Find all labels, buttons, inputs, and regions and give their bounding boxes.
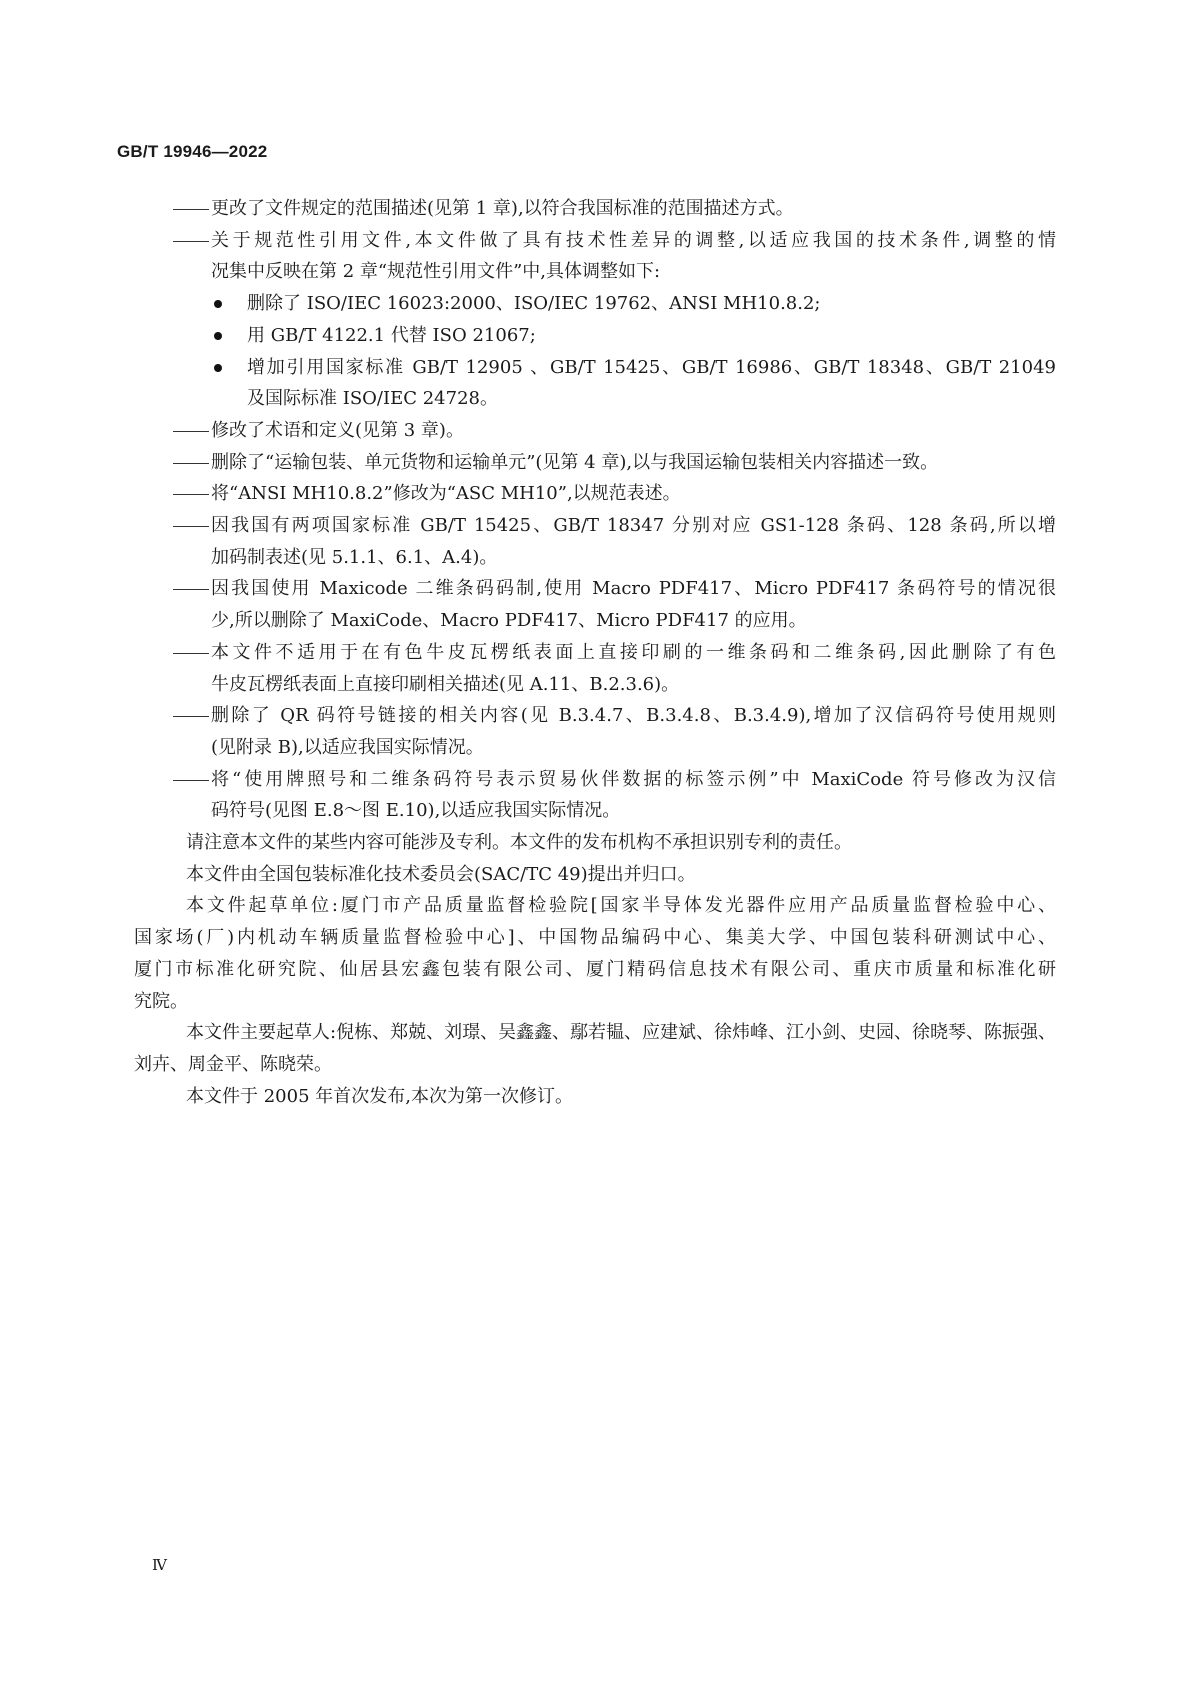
text-line: 关于规范性引用文件,本文件做了具有技术性差异的调整,以适应我国的技术条件,调整的情 <box>211 229 1056 251</box>
paragraph <box>134 827 1056 859</box>
bullet-list-item <box>134 320 1056 352</box>
text-line: 请注意本文件的某些内容可能涉及专利。本文件的发布机构不承担识别专利的责任。 <box>186 832 852 854</box>
text-line: 加码制表述(见 5.1.1、6.1、A.4)。 <box>211 546 498 568</box>
em-dash-marker <box>173 447 211 479</box>
dash-list-item <box>134 193 1056 225</box>
text-line: 牛皮瓦楞纸表面上直接印刷相关描述(见 A.11、B.2.3.6)。 <box>211 673 680 695</box>
text-line: 因我国使用 Maxicode 二维条码码制,使用 Macro PDF417、Micro PDF417 条码符号的情况很 <box>211 578 1056 600</box>
page-number: Ⅳ <box>152 1556 167 1574</box>
text-line: 因我国有两项国家标准 GB/T 15425、GB/T 18347 分别对应 GS1-128 条码、128 条码,所以增 <box>211 515 1056 537</box>
text-line: 将“ANSI MH10.8.2”修改为“ASC MH10”,以规范表述。 <box>211 483 681 505</box>
text-line: 况集中反映在第 2 章“规范性引用文件”中,具体调整如下: <box>211 261 661 283</box>
dash-list-item <box>134 225 1056 288</box>
text-line: 厦门市标准化研究院、仙居县宏鑫包装有限公司、厦门精码信息技术有限公司、重庆市质量和标准化研 <box>134 958 1056 980</box>
text-line: 本文件不适用于在有色牛皮瓦楞纸表面上直接印刷的一维条码和二维条码,因此删除了有色 <box>211 641 1056 663</box>
dash-list-item <box>134 447 1056 479</box>
text-line: 更改了文件规定的范围描述(见第 1 章),以符合我国标准的范围描述方式。 <box>211 198 794 219</box>
bullet-list-item <box>134 288 1056 320</box>
em-dash-marker <box>173 193 211 225</box>
text-line: (见附录 B),以适应我国实际情况。 <box>211 736 484 758</box>
bullet-list-item <box>134 352 1056 415</box>
text-line: 本文件主要起草人:倪栋、郑兢、刘璟、吴鑫鑫、鄢若韫、应建斌、徐炜峰、江小剑、史园、徐晓琴、陈振强、 <box>186 1022 1057 1044</box>
dash-list-item <box>134 764 1056 827</box>
text-line: 删除了 QR 码符号链接的相关内容(见 B.3.4.7、B.3.4.8、B.3.4.9),增加了汉信码符号使用规则 <box>211 705 1056 727</box>
text-line: 刘卉、周金平、陈晓荣。 <box>134 1053 332 1075</box>
dash-list-item <box>134 573 1056 636</box>
text-line: 删除了“运输包装、单元货物和运输单元”(见第 4 章),以与我国运输包装相关内容描述一致。 <box>211 451 939 473</box>
em-dash-marker <box>173 637 211 669</box>
text-line: 删除了 ISO/IEC 16023:2000、ISO/IEC 19762、ANSI MH10.8.2; <box>247 293 821 315</box>
dash-list-item <box>134 510 1056 573</box>
text-line: 本文件由全国包装标准化技术委员会(SAC/TC 49)提出并归口。 <box>186 863 696 885</box>
text-line: 用 GB/T 4122.1 代替 ISO 21067; <box>247 324 536 346</box>
em-dash-marker <box>173 415 211 447</box>
em-dash-marker <box>173 478 211 510</box>
paragraph <box>134 890 1056 1017</box>
dash-list-item <box>134 700 1056 763</box>
bullet-icon <box>214 332 222 340</box>
em-dash-marker <box>173 700 211 732</box>
text-line: 将“使用牌照号和二维条码符号表示贸易伙伴数据的标签示例”中 MaxiCode 符号修改为汉信 <box>211 768 1056 790</box>
text-line: 及国际标准 ISO/IEC 24728。 <box>247 388 498 410</box>
text-line: 增加引用国家标准 GB/T 12905 、GB/T 15425、GB/T 16986、GB/T 18348、GB/T 21049 <box>247 356 1056 378</box>
dash-list-item <box>134 478 1056 510</box>
document-number-header: GB/T 19946—2022 <box>117 142 268 161</box>
text-line: 究院。 <box>134 990 188 1012</box>
dash-list-item <box>134 637 1056 700</box>
text-line: 本文件于 2005 年首次发布,本次为第一次修订。 <box>186 1085 573 1107</box>
em-dash-marker <box>173 510 211 542</box>
text-line: 少,所以删除了 MaxiCode、Macro PDF417、Micro PDF417 的应用。 <box>211 610 807 632</box>
text-line: 修改了术语和定义(见第 3 章)。 <box>211 419 464 441</box>
bullet-icon <box>214 300 222 308</box>
text-line: 国家场(厂)内机动车辆质量监督检验中心]、中国物品编码中心、集美大学、中国包装科研测试中心、 <box>134 927 1056 949</box>
em-dash-marker <box>173 225 211 257</box>
paragraph <box>134 1017 1056 1080</box>
text-line: 本文件起草单位:厦门市产品质量监督检验院[国家半导体发光器件应用产品质量监督检验中心、 <box>186 895 1056 917</box>
foreword-body <box>134 193 1056 1112</box>
em-dash-marker <box>173 764 211 796</box>
paragraph <box>134 1081 1056 1113</box>
text-line: 码符号(见图 E.8～图 E.10),以适应我国实际情况。 <box>211 800 621 822</box>
paragraph <box>134 859 1056 891</box>
dash-list-item <box>134 415 1056 447</box>
em-dash-marker <box>173 573 211 605</box>
bullet-icon <box>214 364 222 372</box>
